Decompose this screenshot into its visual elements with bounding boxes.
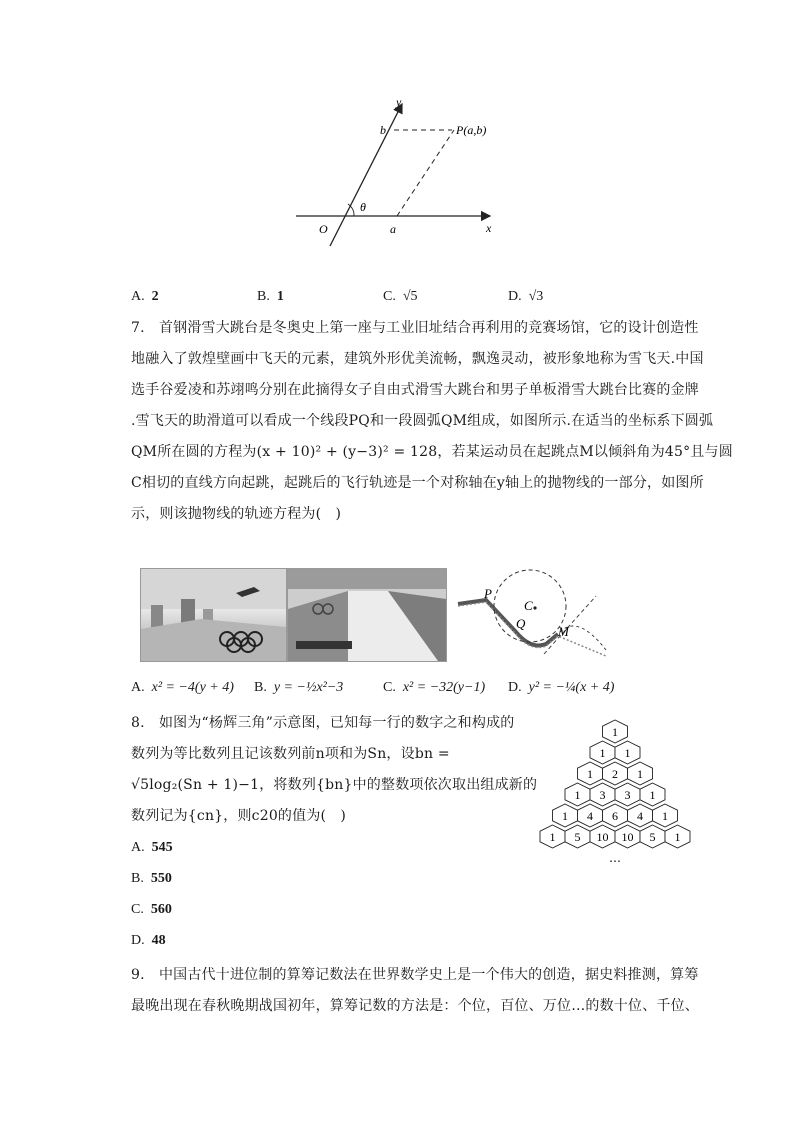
ramp-segment-pq (458, 600, 558, 646)
q7-option-c[interactable]: C. x² = −32(y−1) (383, 680, 486, 695)
triangle-cell-value: 1 (624, 746, 631, 760)
q8-question (131, 708, 538, 832)
triangle-cell-value: 3 (599, 788, 606, 802)
triangle-cell-value: 1 (662, 809, 668, 823)
coordinate-figure (290, 90, 510, 250)
triangle-cell-value: 3 (624, 788, 631, 802)
q7-line-6: C相切的直线方向起跳，起跳后的飞行轨迹是一个对称轴在y轴上的抛物线的一部分，如图所 (131, 475, 704, 491)
b-label: b (380, 123, 386, 137)
triangle-cell-value: 1 (674, 830, 681, 844)
q7-question (131, 313, 733, 530)
q7-line-4: .雪飞天的助滑道可以看成一个线段PQ和一段圆弧QM组成，如图所示.在适当的坐标系下圆弧 (131, 413, 714, 429)
q8-option-b[interactable]: B. 550 (131, 871, 172, 886)
y-label: y (396, 95, 402, 109)
q7-line-7: 示，则该抛物线的轨迹方程为( ) (131, 506, 342, 522)
triangle-cell-value: 1 (549, 830, 556, 844)
q8-option-c[interactable]: C. 560 (131, 902, 172, 917)
triangle-cell-value: 4 (637, 809, 643, 823)
triangle-ellipsis: … (609, 851, 621, 865)
q7-option-b[interactable]: B. y = −½x²−3 (254, 680, 344, 695)
triangle-cell-value: 1 (649, 788, 656, 802)
triangle-cell-value: 6 (612, 809, 618, 823)
q6-option-a[interactable]: A. 2 (131, 289, 159, 304)
label-p: P (484, 586, 492, 601)
q7-line-1: 7. 首钢滑雪大跳台是冬奥史上第一座与工业旧址结合再利用的竞赛场馆，它的设计创造性 (131, 320, 699, 336)
theta-label: θ (360, 200, 366, 214)
q8-line-3: √5log₂(Sn + 1)−1，将数列{bn}中的整数项依次取出组成新的 (131, 777, 538, 793)
q9-question (131, 960, 699, 1022)
label-c: C (524, 598, 533, 613)
q6-option-d[interactable]: D. √3 (508, 289, 544, 304)
triangle-cell-value: 1 (562, 809, 568, 823)
triangle-cell-value: 1 (587, 767, 593, 781)
triangle-cell-value: 1 (612, 725, 618, 739)
q9-line-1: 9. 中国古代十进位制的算筹记数法在世界数学史上是一个伟大的创造，据史料推测，算筹 (131, 967, 699, 983)
tangent-line (544, 596, 596, 654)
q6-option-c[interactable]: C. √5 (383, 289, 418, 304)
triangle-cell-value: 1 (599, 746, 606, 760)
q7-option-d[interactable]: D. y² = −¼(x + 4) (508, 680, 615, 695)
q8-line-1: 8. 如图为“杨辉三角”示意图，已知每一行的数字之和构成的 (131, 715, 515, 731)
q8-option-a[interactable]: A. 545 (131, 840, 173, 855)
q7-line-3: 选手谷爱凌和苏翊鸣分别在此摘得女子自由式滑雪大跳台和男子单板滑雪大跳台比赛的金牌 (131, 382, 699, 398)
label-m: M (558, 624, 569, 639)
triangle-cell-value: 1 (637, 767, 643, 781)
ski-jump-photo-1 (140, 568, 287, 662)
ski-jump-diagram (446, 562, 611, 662)
triangle-cell-value: 2 (612, 767, 618, 781)
triangle-cell-value: 4 (587, 809, 593, 823)
triangle-cell-value: 1 (574, 788, 581, 802)
ski-jump-photo-2 (287, 568, 447, 662)
x-label: x (486, 221, 492, 235)
point-label: P(a,b) (456, 123, 487, 137)
q7-line-2: 地融入了敦煌壁画中飞天的元素，建筑外形优美流畅，飘逸灵动，被形象地称为雪飞天.中国 (131, 351, 704, 367)
triangle-cell-value: 10 (596, 830, 609, 844)
q7-line-5: QM所在圆的方程为(x + 10)² + (y−3)² = 128，若某运动员在起跳点M以倾斜角为45°且与圆 (131, 444, 733, 460)
q8-option-d[interactable]: D. 48 (131, 933, 166, 948)
yang-hui-triangle (530, 716, 700, 872)
dashed-parallel (397, 130, 454, 216)
q9-line-2: 最晚出现在春秋晚期战国初年，算筹记数的方法是：个位，百位、万位…的数十位、千位、 (131, 998, 699, 1014)
q8-line-2: 数列为等比数列且记该数列前n项和为Sn，设bn = (131, 746, 450, 762)
a-label: a (390, 222, 396, 236)
q7-option-a[interactable]: A. x² = −4(y + 4) (131, 680, 234, 695)
triangle-cell-value: 5 (574, 830, 581, 844)
q6-option-b[interactable]: B. 1 (257, 289, 284, 304)
triangle-cell-value: 10 (621, 830, 634, 844)
q8-line-4: 数列记为{cn}，则c20的值为( ) (131, 808, 347, 824)
origin-label: O (319, 222, 328, 236)
triangle-cell-value: 5 (649, 830, 656, 844)
label-q: Q (516, 616, 526, 631)
